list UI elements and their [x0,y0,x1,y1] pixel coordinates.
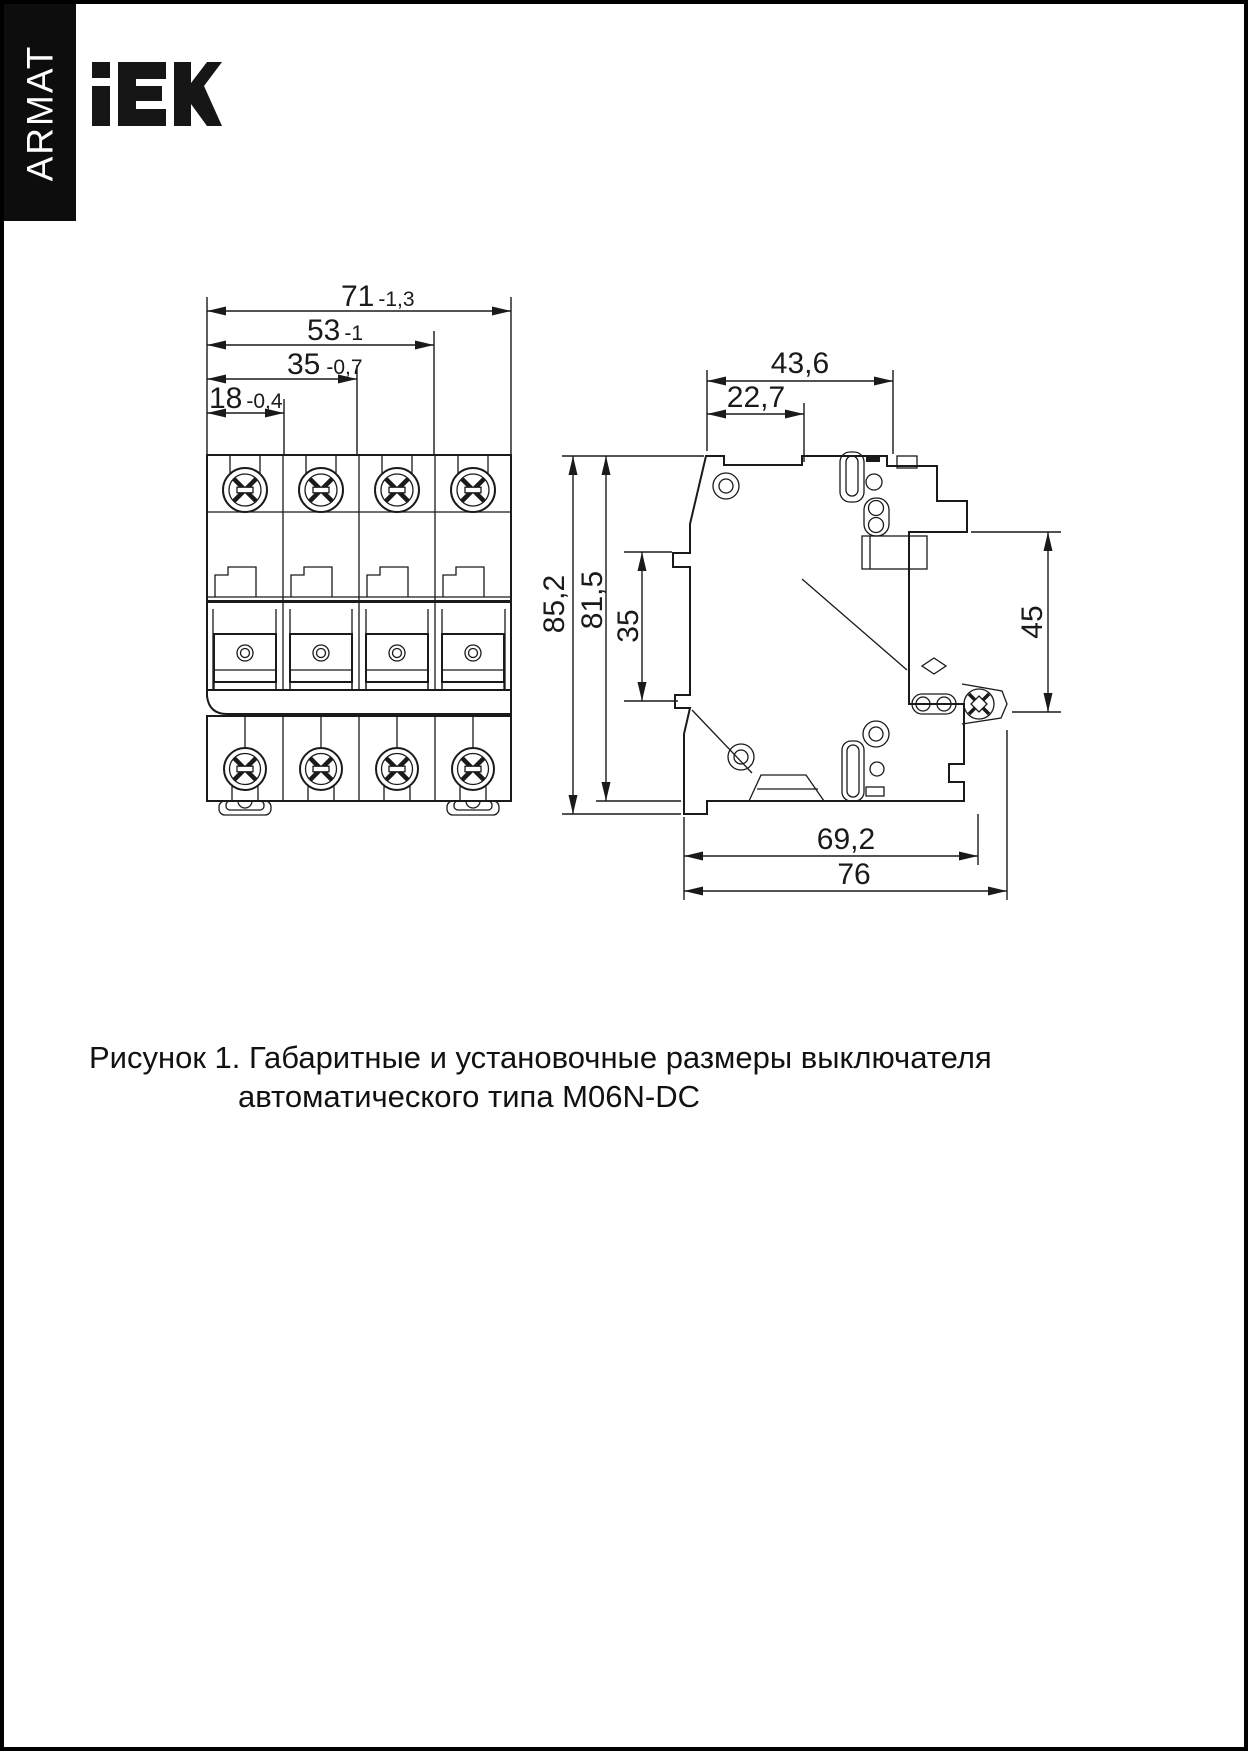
iek-logo-e [118,62,166,126]
dim-label-22-7: 22,7 [726,381,786,414]
iek-logo-i-dot [92,62,110,78]
dim-label-35: 35 -0,7 [287,348,363,381]
dim-label-81-5: 81,5 [576,570,609,630]
side-view [538,347,1061,900]
figure-caption-line1: Рисунок 1. Габаритные и установочные размеры выключателя [89,1040,992,1075]
front-view [207,280,511,815]
dim-label-53: 53 -1 [307,314,364,347]
mounting-feet [219,801,499,815]
pole-latch-tabs [215,567,484,597]
dim-label-71: 71 -1,3 [341,280,415,313]
dimension-drawing [4,4,1248,1024]
front-view-dimensions [207,280,511,455]
dim-label-76: 76 [837,858,871,891]
dim-label-18: 18 -0,4 [209,382,283,415]
dim-label-43-6: 43,6 [770,347,830,380]
iek-logo [92,62,222,126]
dim-label-45: 45 [1016,605,1049,639]
figure-caption-line2: автоматического типа M06N-DC [238,1079,700,1114]
dim-label-35-side: 35 [612,609,645,643]
side-view-dimensions [538,347,1061,900]
brand-vertical-label: ARMAT [19,44,61,181]
iek-logo-i-stem [92,86,110,126]
dim-label-85-2: 85,2 [538,574,571,634]
dim-label-69-2: 69,2 [816,823,876,856]
iek-logo-k [174,62,222,126]
